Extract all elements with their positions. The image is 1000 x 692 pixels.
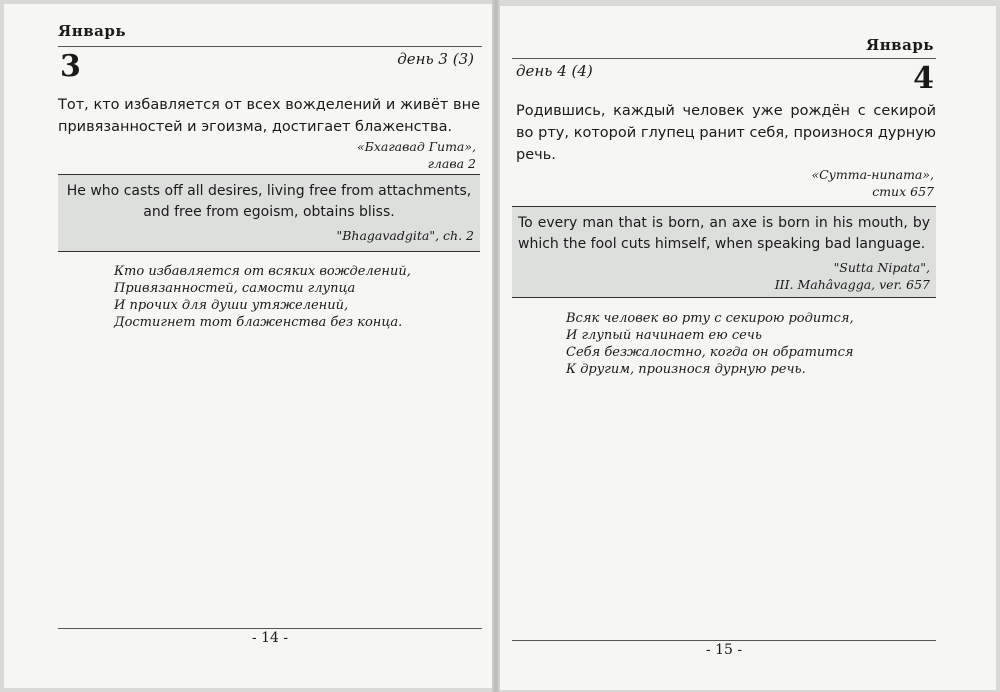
poem	[566, 310, 854, 378]
russian-source	[634, 166, 934, 200]
month-header: Январь	[865, 36, 934, 54]
english-source-line: "Bhagavadgita", ch. 2	[336, 228, 474, 243]
left-page	[4, 4, 492, 688]
russian-source-line: «Сутта-нипата»,	[811, 167, 934, 182]
page-number: - 15 -	[705, 642, 743, 658]
poem-line: Всяк человек во рту с секирою родится,	[566, 311, 854, 326]
page-number: - 14 -	[251, 630, 289, 646]
poem-line: И глупый начинает ею сечь	[566, 328, 762, 343]
poem-line: Кто избавляется от всяких вожделений,	[114, 264, 411, 279]
english-source-line: III. Mahâvagga, ver. 657	[774, 277, 930, 292]
poem-line: Достигнет тот блаженства без конца.	[114, 315, 403, 330]
book-spine	[492, 0, 500, 692]
footer-rule	[512, 640, 936, 641]
russian-quote: Тот, кто избавляется от всех вожделений и живёт вне привязанностей и эгоизма, достигает блаженства.	[58, 97, 480, 135]
poem-line: Привязанностей, самости глупца	[114, 281, 356, 296]
poem	[114, 263, 411, 331]
poem-line: Себя безжалостно, когда он обратится	[566, 345, 854, 360]
right-page	[500, 6, 996, 690]
month-header: Январь	[58, 22, 127, 40]
russian-source-line: «Бхагавад Гита»,	[357, 139, 476, 154]
header-rule	[512, 58, 936, 59]
day-number: 4	[913, 61, 934, 96]
english-source	[64, 227, 474, 244]
header-rule	[58, 46, 482, 47]
russian-source-line: глава 2	[427, 156, 476, 171]
english-source-line: "Sutta Nipata",	[833, 260, 930, 275]
russian-source	[176, 138, 476, 172]
poem-line: К другим, произнося дурную речь.	[566, 362, 806, 377]
day-label: день 3 (3)	[397, 50, 474, 68]
russian-source-line: стих 657	[872, 184, 934, 199]
russian-quote: Родившись, каждый человек уже рождён с секирой во рту, которой глупец ранит себя, произнося дурную речь.	[516, 103, 936, 163]
day-label: день 4 (4)	[516, 62, 593, 80]
footer-rule	[58, 628, 482, 629]
english-source	[518, 259, 930, 293]
poem-line: И прочих для души утяжелений,	[114, 298, 349, 313]
english-quote: To every man that is born, an axe is born in his mouth, by which the fool cuts himself, when speaking bad language.	[518, 215, 930, 252]
day-number: 3	[60, 49, 81, 84]
english-quote-box	[512, 206, 936, 298]
english-quote-box	[58, 174, 480, 252]
english-quote: He who casts off all desires, living free from attachments, and free from egoism, obtains bliss.	[66, 183, 472, 220]
